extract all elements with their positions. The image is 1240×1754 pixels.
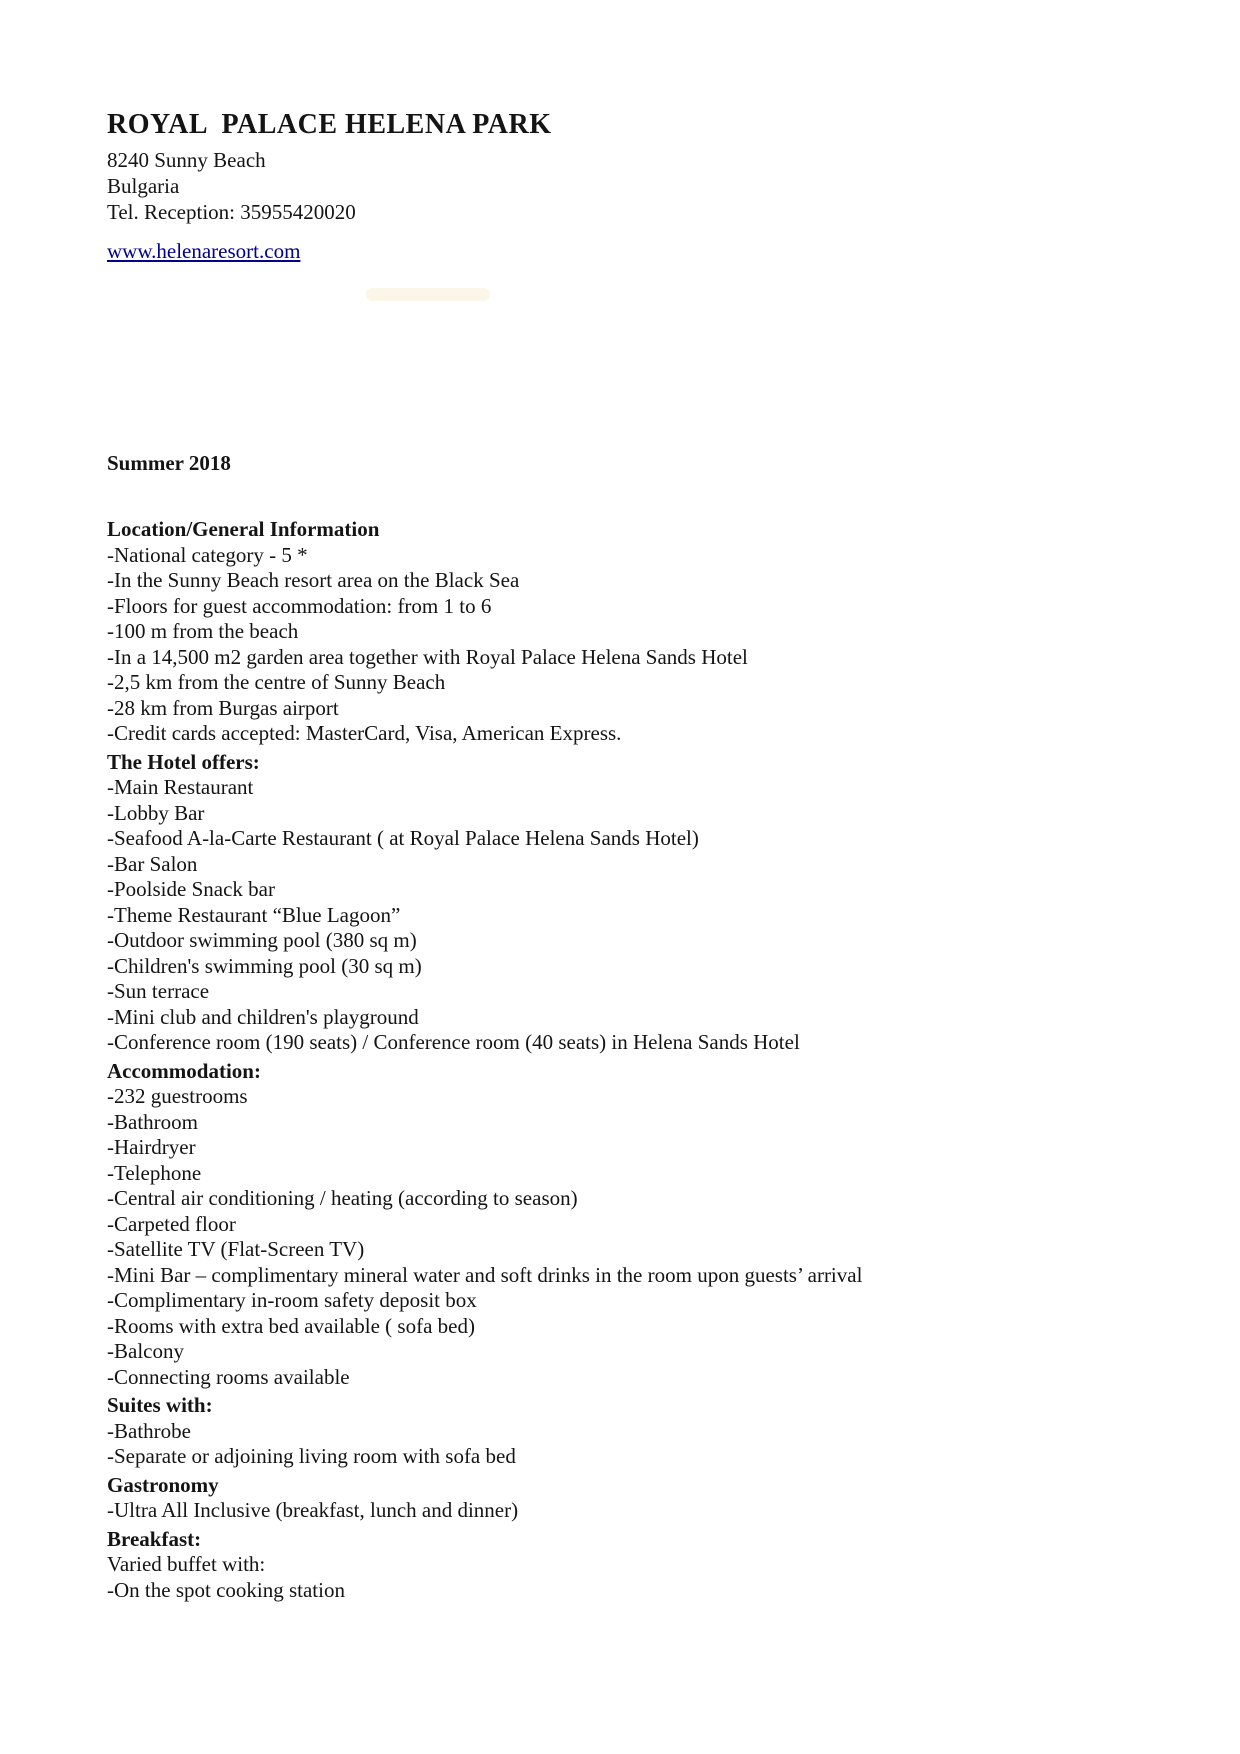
document-line: -Separate or adjoining living room with sofa bed <box>107 1444 516 1468</box>
document-line: -Telephone <box>107 1160 202 1185</box>
document-line: -100 m from the beach <box>107 619 299 643</box>
season-heading: Summer 2018 <box>107 451 231 475</box>
document-line: -Poolside Snack bar <box>107 877 275 901</box>
document-line: -Sun terrace <box>107 979 210 1003</box>
document-line: -Children's swimming pool (30 sq m) <box>107 953 422 978</box>
document-line: -Lobby Bar <box>107 800 205 825</box>
address-line-city: 8240 Sunny Beach <box>107 148 266 172</box>
section-heading: Accommodation: <box>107 1058 261 1083</box>
reception-phone: Tel. Reception: 35955420020 <box>107 200 356 224</box>
section-heading: Location/General Information <box>107 517 380 541</box>
document-line: -Ultra All Inclusive (breakfast, lunch and dinner) <box>107 1498 519 1522</box>
document-line: -28 km from Burgas airport <box>107 695 339 720</box>
hotel-title: ROYAL PALACE HELENA PARK <box>107 109 552 140</box>
document-line: -Balcony <box>107 1339 184 1363</box>
document-sections <box>107 517 1180 1603</box>
document-line: -Seafood A-la-Carte Restaurant ( at Royal Palace Helena Sands Hotel) <box>107 826 699 850</box>
document-line: -2,5 km from the centre of Sunny Beach <box>107 670 446 694</box>
section-heading: Suites with: <box>107 1393 213 1417</box>
document-line: -Mini club and children's playground <box>107 1004 419 1029</box>
document-line: -In the Sunny Beach resort area on the Black Sea <box>107 568 520 592</box>
document-line: -Hairdryer <box>107 1135 196 1159</box>
address-line-country: Bulgaria <box>107 174 180 198</box>
document-line: -Bathroom <box>107 1109 198 1134</box>
document-line: -Bathrobe <box>107 1418 191 1443</box>
document-line: -Connecting rooms available <box>107 1364 350 1389</box>
document-line: -Conference room (190 seats) / Conference room (40 seats) in Helena Sands Hotel <box>107 1030 800 1054</box>
document-line: -Rooms with extra bed available ( sofa bed) <box>107 1313 475 1338</box>
section-heading: Gastronomy <box>107 1472 219 1497</box>
document-line: -National category - 5 * <box>107 542 308 567</box>
website-link[interactable]: www.helenaresort.com <box>107 239 301 263</box>
document-line: -Carpeted floor <box>107 1211 236 1236</box>
document-line: -Theme Restaurant “Blue Lagoon” <box>107 902 401 927</box>
document-line: -Credit cards accepted: MasterCard, Visa, American Express. <box>107 721 622 745</box>
address-block <box>107 147 1180 225</box>
document-line: -Main Restaurant <box>107 775 254 799</box>
document-line: Varied buffet with: <box>107 1552 266 1576</box>
document-line: -232 guestrooms <box>107 1084 248 1108</box>
document-line: -Outdoor swimming pool (380 sq m) <box>107 928 417 952</box>
section-heading: The Hotel offers: <box>107 749 260 774</box>
document-line: -Bar Salon <box>107 851 198 876</box>
document-line: -Floors for guest accommodation: from 1 to 6 <box>107 593 492 618</box>
section-heading: Breakfast: <box>107 1526 202 1551</box>
document-line: -In a 14,500 m2 garden area together with Royal Palace Helena Sands Hotel <box>107 644 748 669</box>
document-line: -Mini Bar – complimentary mineral water and soft drinks in the room upon guests’ arrival <box>107 1262 863 1287</box>
document-line: -Complimentary in-room safety deposit box <box>107 1288 477 1312</box>
document-line: -On the spot cooking station <box>107 1577 345 1602</box>
paper-stain-artifact <box>366 288 490 301</box>
document-line: -Satellite TV (Flat-Screen TV) <box>107 1237 365 1261</box>
document-line: -Central air conditioning / heating (according to season) <box>107 1186 578 1210</box>
